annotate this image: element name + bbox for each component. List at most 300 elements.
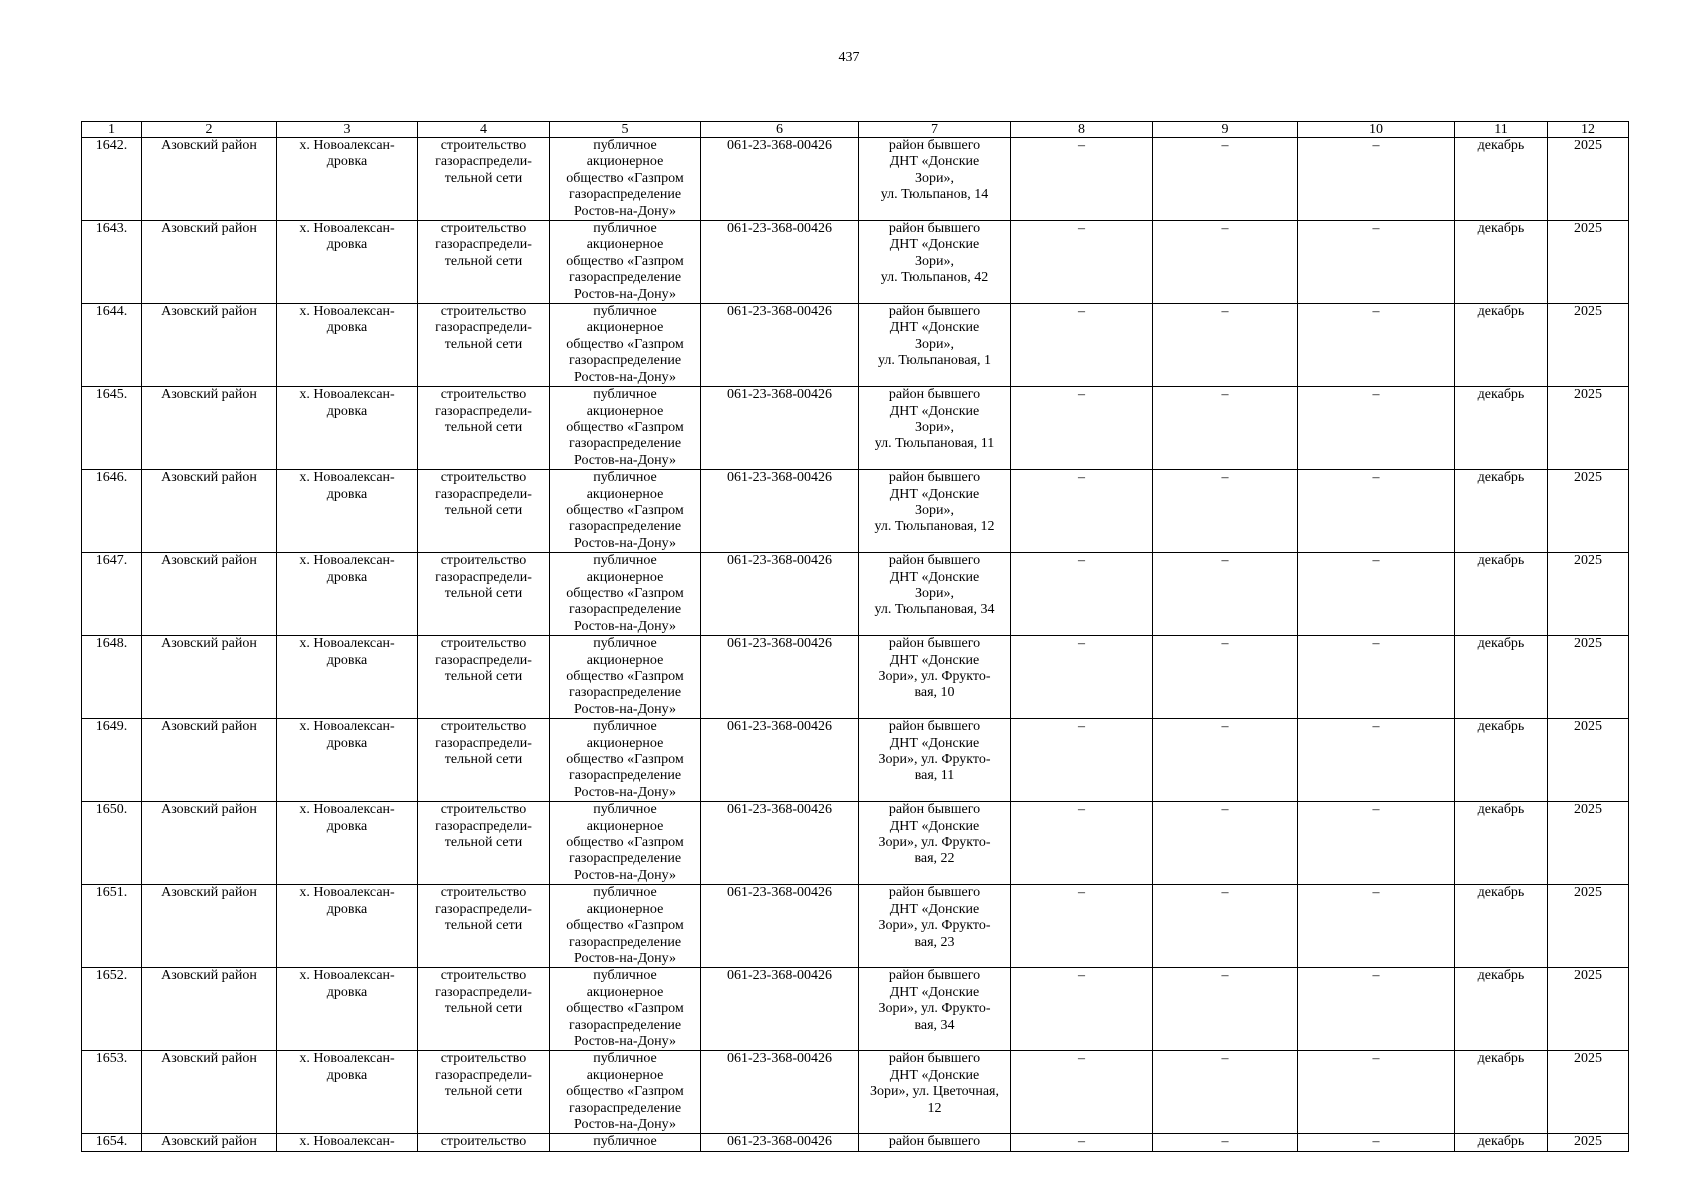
row-number-cell [82, 968, 142, 1051]
month-cell [1455, 1134, 1548, 1151]
column-9-cell [1153, 470, 1298, 553]
cell-text: Азовский район [161, 719, 257, 735]
settlement-cell [277, 968, 418, 1051]
cell-text: 1650. [95, 802, 128, 818]
column-header: 7 [859, 122, 1011, 138]
month-cell [1455, 802, 1548, 885]
cell-text: Азовский район [161, 304, 257, 320]
year-cell [1548, 719, 1629, 802]
location-cell [859, 968, 1011, 1051]
column-10-cell [1298, 221, 1455, 304]
column-10-cell [1298, 885, 1455, 968]
owner-cell [550, 553, 701, 636]
location-cell [859, 1051, 1011, 1134]
code-cell [701, 304, 859, 387]
cell-text: 1643. [95, 221, 128, 237]
owner-cell [550, 885, 701, 968]
cell-text: Азовский район [161, 968, 257, 984]
district-cell [142, 470, 277, 553]
column-9-cell [1153, 636, 1298, 719]
cell-text: строительство газораспредели- тельной сети [435, 138, 532, 186]
column-8-cell [1011, 387, 1153, 470]
district-cell [142, 553, 277, 636]
work-type-cell [418, 387, 550, 470]
location-cell [859, 719, 1011, 802]
cell-text: 061-23-368-00426 [727, 387, 832, 403]
cell-text: публичное акционерное общество «Газпром газораспределение Ростов-на-Дону» [566, 470, 684, 551]
cell-text: 2025 [1574, 885, 1602, 901]
cell-text: – [1221, 1051, 1229, 1067]
cell-text: Азовский район [161, 470, 257, 486]
cell-text: декабрь [1477, 636, 1525, 652]
cell-text: район бывшего ДНТ «Донские Зори», ул. Фрукто- вая, 23 [878, 885, 991, 950]
cell-text: х. Новоалексан- дровка [299, 221, 395, 253]
year-cell [1548, 138, 1629, 221]
column-10-cell [1298, 802, 1455, 885]
cell-text: 1645. [95, 387, 128, 403]
owner-cell [550, 221, 701, 304]
owner-cell [550, 387, 701, 470]
code-cell [701, 719, 859, 802]
column-8-cell [1011, 719, 1153, 802]
cell-text: – [1372, 387, 1380, 403]
cell-text: район бывшего ДНТ «Донские Зори», ул. Тюльпановая, 11 [874, 387, 995, 452]
code-cell [701, 221, 859, 304]
district-cell [142, 138, 277, 221]
column-9-cell [1153, 304, 1298, 387]
district-cell [142, 885, 277, 968]
year-cell [1548, 553, 1629, 636]
cell-text: 1651. [95, 885, 128, 901]
column-9-cell [1153, 802, 1298, 885]
cell-text: 061-23-368-00426 [727, 636, 832, 652]
cell-text: декабрь [1477, 304, 1525, 320]
row-number-cell [82, 885, 142, 968]
location-cell [859, 470, 1011, 553]
cell-text: Азовский район [161, 885, 257, 901]
table-row [82, 636, 1629, 719]
column-8-cell [1011, 1134, 1153, 1151]
cell-text: район бывшего ДНТ «Донские Зори», ул. Тюльпановая, 12 [874, 470, 995, 535]
cell-text: – [1221, 802, 1229, 818]
cell-text: Азовский район [161, 553, 257, 569]
cell-text: х. Новоалексан- дровка [299, 553, 395, 585]
cell-text: 061-23-368-00426 [727, 885, 832, 901]
cell-text: район бывшего [888, 1134, 981, 1150]
month-cell [1455, 553, 1548, 636]
owner-cell [550, 719, 701, 802]
cell-text: декабрь [1477, 719, 1525, 735]
cell-text: х. Новоалексан- дровка [299, 304, 395, 336]
cell-text: строительство газораспредели- тельной сети [435, 636, 532, 684]
work-type-cell [418, 885, 550, 968]
row-number-cell [82, 553, 142, 636]
month-cell [1455, 1051, 1548, 1134]
cell-text: х. Новоалексан- дровка [299, 885, 395, 917]
cell-text: Азовский район [161, 1051, 257, 1067]
cell-text: 061-23-368-00426 [727, 802, 832, 818]
cell-text: 2025 [1574, 719, 1602, 735]
settlement-cell [277, 719, 418, 802]
owner-cell [550, 968, 701, 1051]
cell-text: 2025 [1574, 636, 1602, 652]
year-cell [1548, 885, 1629, 968]
column-9-cell [1153, 968, 1298, 1051]
code-cell [701, 636, 859, 719]
cell-text: 1644. [95, 304, 128, 320]
cell-text: публичное [593, 1134, 657, 1150]
work-type-cell [418, 221, 550, 304]
column-10-cell [1298, 387, 1455, 470]
row-number-cell [82, 221, 142, 304]
cell-text: 061-23-368-00426 [727, 138, 832, 153]
cell-text: – [1221, 553, 1229, 569]
settlement-cell [277, 1051, 418, 1134]
cell-text: публичное акционерное общество «Газпром газораспределение Ростов-на-Дону» [566, 221, 684, 302]
column-8-cell [1011, 553, 1153, 636]
column-9-cell [1153, 1134, 1298, 1151]
work-type-cell [418, 968, 550, 1051]
column-10-cell [1298, 553, 1455, 636]
registry-table [81, 121, 1629, 1152]
cell-text: строительство [440, 1134, 527, 1150]
district-cell [142, 719, 277, 802]
work-type-cell [418, 304, 550, 387]
cell-text: 061-23-368-00426 [727, 553, 832, 569]
work-type-cell [418, 719, 550, 802]
month-cell [1455, 221, 1548, 304]
table-row [82, 221, 1629, 304]
cell-text: декабрь [1477, 221, 1525, 237]
column-8-cell [1011, 885, 1153, 968]
cell-text: публичное акционерное общество «Газпром газораспределение Ростов-на-Дону» [566, 387, 684, 468]
column-header: 3 [277, 122, 418, 138]
cell-text: район бывшего ДНТ «Донские Зори», ул. Тюльпанов, 14 [880, 138, 989, 203]
cell-text: декабрь [1477, 885, 1525, 901]
month-cell [1455, 719, 1548, 802]
column-10-cell [1298, 968, 1455, 1051]
cell-text: район бывшего ДНТ «Донские Зори», ул. Цветочная, 12 [870, 1051, 999, 1116]
owner-cell [550, 1134, 701, 1151]
table-row [82, 802, 1629, 885]
location-cell [859, 387, 1011, 470]
row-number-cell [82, 802, 142, 885]
month-cell [1455, 387, 1548, 470]
cell-text: Азовский район [161, 387, 257, 403]
cell-text: – [1078, 138, 1085, 153]
work-type-cell [418, 553, 550, 636]
cell-text: 2025 [1574, 802, 1602, 818]
cell-text: 2025 [1574, 553, 1602, 569]
cell-text: – [1221, 304, 1229, 320]
cell-text: – [1372, 885, 1380, 901]
settlement-cell [277, 470, 418, 553]
cell-text: х. Новоалексан- дровка [299, 138, 395, 170]
cell-text: строительство газораспредели- тельной сети [435, 553, 532, 601]
cell-text: – [1078, 1051, 1085, 1067]
code-cell [701, 1051, 859, 1134]
year-cell [1548, 802, 1629, 885]
cell-text: 1648. [95, 636, 128, 652]
month-cell [1455, 968, 1548, 1051]
owner-cell [550, 304, 701, 387]
month-cell [1455, 636, 1548, 719]
table-row [82, 138, 1629, 221]
table-row [82, 1134, 1629, 1151]
code-cell [701, 802, 859, 885]
settlement-cell [277, 885, 418, 968]
cell-text: х. Новоалексан- [299, 1134, 395, 1150]
row-number-cell [82, 636, 142, 719]
year-cell [1548, 387, 1629, 470]
cell-text: район бывшего ДНТ «Донские Зори», ул. Фрукто- вая, 10 [878, 636, 991, 701]
cell-text: 061-23-368-00426 [727, 1134, 832, 1150]
code-cell [701, 553, 859, 636]
district-cell [142, 387, 277, 470]
cell-text: декабрь [1477, 1051, 1525, 1067]
year-cell [1548, 1051, 1629, 1134]
table-row [82, 553, 1629, 636]
cell-text: район бывшего ДНТ «Донские Зори», ул. Фрукто- вая, 11 [878, 719, 991, 784]
table-row [82, 304, 1629, 387]
column-header: 12 [1548, 122, 1629, 138]
cell-text: строительство газораспредели- тельной сети [435, 802, 532, 851]
cell-text: х. Новоалексан- дровка [299, 470, 395, 502]
cell-text: Азовский район [161, 802, 257, 818]
month-cell [1455, 885, 1548, 968]
table-row [82, 885, 1629, 968]
owner-cell [550, 636, 701, 719]
code-cell [701, 138, 859, 221]
cell-text: строительство газораспредели- тельной сети [435, 387, 532, 435]
cell-text: декабрь [1477, 802, 1525, 818]
cell-text: – [1372, 138, 1380, 153]
year-cell [1548, 636, 1629, 719]
year-cell [1548, 968, 1629, 1051]
column-8-cell [1011, 1051, 1153, 1134]
district-cell [142, 802, 277, 885]
row-number-cell [82, 1134, 142, 1151]
column-10-cell [1298, 719, 1455, 802]
location-cell [859, 138, 1011, 221]
column-header: 4 [418, 122, 550, 138]
cell-text: 1647. [95, 553, 128, 569]
location-cell [859, 304, 1011, 387]
column-8-cell [1011, 968, 1153, 1051]
district-cell [142, 968, 277, 1051]
year-cell [1548, 304, 1629, 387]
cell-text: х. Новоалексан- дровка [299, 1051, 395, 1083]
cell-text: строительство газораспредели- тельной сети [435, 304, 532, 352]
cell-text: район бывшего ДНТ «Донские Зори», ул. Тюльпановая, 1 [878, 304, 991, 369]
column-10-cell [1298, 470, 1455, 553]
cell-text: публичное акционерное общество «Газпром газораспределение Ростов-на-Дону» [566, 553, 684, 634]
cell-text: 2025 [1574, 968, 1602, 984]
cell-text: публичное акционерное общество «Газпром газораспределение Ростов-на-Дону» [566, 885, 684, 966]
row-number-cell [82, 719, 142, 802]
cell-text: 061-23-368-00426 [727, 221, 832, 237]
cell-text: строительство газораспредели- тельной сети [435, 470, 532, 518]
row-number-cell [82, 138, 142, 221]
district-cell [142, 1134, 277, 1151]
cell-text: 1653. [95, 1051, 128, 1067]
table-row [82, 1051, 1629, 1134]
cell-text: 2025 [1574, 470, 1602, 486]
cell-text: публичное акционерное общество «Газпром газораспределение Ростов-на-Дону» [566, 968, 684, 1049]
column-9-cell [1153, 1051, 1298, 1134]
cell-text: – [1221, 221, 1229, 237]
column-9-cell [1153, 138, 1298, 221]
cell-text: – [1221, 636, 1229, 652]
column-header: 2 [142, 122, 277, 138]
settlement-cell [277, 221, 418, 304]
cell-text: – [1221, 719, 1229, 735]
column-header: 8 [1011, 122, 1153, 138]
location-cell [859, 636, 1011, 719]
district-cell [142, 1051, 277, 1134]
column-9-cell [1153, 387, 1298, 470]
month-cell [1455, 470, 1548, 553]
cell-text: строительство газораспредели- тельной сети [435, 719, 532, 768]
work-type-cell [418, 802, 550, 885]
cell-text: – [1372, 719, 1380, 735]
cell-text: публичное акционерное общество «Газпром газораспределение Ростов-на-Дону» [566, 802, 684, 883]
settlement-cell [277, 304, 418, 387]
cell-text: х. Новоалексан- дровка [299, 968, 395, 1000]
column-9-cell [1153, 719, 1298, 802]
column-8-cell [1011, 470, 1153, 553]
cell-text: – [1372, 1134, 1380, 1150]
code-cell [701, 1134, 859, 1151]
cell-text: – [1372, 1051, 1380, 1067]
settlement-cell [277, 387, 418, 470]
settlement-cell [277, 553, 418, 636]
work-type-cell [418, 138, 550, 221]
cell-text: – [1078, 802, 1085, 818]
column-8-cell [1011, 802, 1153, 885]
cell-text: Азовский район [161, 636, 257, 652]
cell-text: район бывшего ДНТ «Донские Зори», ул. Фрукто- вая, 34 [878, 968, 991, 1033]
cell-text: публичное акционерное общество «Газпром газораспределение Ростов-на-Дону» [566, 304, 684, 385]
cell-text: – [1078, 636, 1085, 652]
cell-text: публичное акционерное общество «Газпром газораспределение Ростов-на-Дону» [566, 1051, 684, 1132]
cell-text: декабрь [1477, 968, 1525, 984]
owner-cell [550, 138, 701, 221]
cell-text: 2025 [1574, 221, 1602, 237]
cell-text: 1649. [95, 719, 128, 735]
cell-text: 1654. [95, 1134, 128, 1150]
settlement-cell [277, 636, 418, 719]
cell-text: район бывшего ДНТ «Донские Зори», ул. Тюльпановая, 34 [874, 553, 995, 618]
cell-text: строительство газораспредели- тельной сети [435, 968, 532, 1017]
cell-text: публичное акционерное общество «Газпром газораспределение Ростов-на-Дону» [566, 636, 684, 717]
cell-text: Азовский район [161, 1134, 257, 1150]
year-cell [1548, 221, 1629, 304]
district-cell [142, 304, 277, 387]
cell-text: декабрь [1477, 1134, 1525, 1150]
column-10-cell [1298, 1134, 1455, 1151]
work-type-cell [418, 1134, 550, 1151]
cell-text: 1652. [95, 968, 128, 984]
cell-text: – [1078, 719, 1085, 735]
column-header: 1 [82, 122, 142, 138]
table-row [82, 387, 1629, 470]
district-cell [142, 221, 277, 304]
code-cell [701, 885, 859, 968]
column-8-cell [1011, 636, 1153, 719]
cell-text: – [1372, 221, 1380, 237]
column-header: 11 [1455, 122, 1548, 138]
code-cell [701, 968, 859, 1051]
column-header: 9 [1153, 122, 1298, 138]
cell-text: – [1078, 470, 1085, 486]
cell-text: 061-23-368-00426 [727, 719, 832, 735]
location-cell [859, 221, 1011, 304]
column-header: 5 [550, 122, 701, 138]
cell-text: – [1078, 968, 1085, 984]
table-body [82, 138, 1629, 1152]
year-cell [1548, 470, 1629, 553]
column-9-cell [1153, 553, 1298, 636]
cell-text: публичное акционерное общество «Газпром газораспределение Ростов-на-Дону» [566, 138, 684, 219]
location-cell [859, 802, 1011, 885]
cell-text: строительство газораспредели- тельной сети [435, 1051, 532, 1100]
column-header: 10 [1298, 122, 1455, 138]
cell-text: 1646. [95, 470, 128, 486]
cell-text: район бывшего ДНТ «Донские Зори», ул. Фрукто- вая, 22 [878, 802, 991, 867]
cell-text: 061-23-368-00426 [727, 1051, 832, 1067]
cell-text: 1642. [95, 138, 128, 153]
owner-cell [550, 470, 701, 553]
year-cell [1548, 1134, 1629, 1151]
settlement-cell [277, 138, 418, 221]
cell-text: – [1221, 470, 1229, 486]
owner-cell [550, 802, 701, 885]
row-number-cell [82, 1051, 142, 1134]
table-row [82, 470, 1629, 553]
cell-text: 2025 [1574, 138, 1602, 153]
table-row [82, 968, 1629, 1051]
cell-text: – [1078, 553, 1085, 569]
cell-text: – [1078, 304, 1085, 320]
row-number-cell [82, 387, 142, 470]
cell-text: – [1221, 387, 1229, 403]
column-header: 6 [701, 122, 859, 138]
column-10-cell [1298, 1051, 1455, 1134]
cell-text: Азовский район [161, 138, 257, 153]
cell-text: – [1078, 885, 1085, 901]
cell-text: 061-23-368-00426 [727, 470, 832, 486]
cell-text: – [1221, 138, 1229, 153]
work-type-cell [418, 470, 550, 553]
cell-text: 061-23-368-00426 [727, 968, 832, 984]
cell-text: – [1221, 885, 1229, 901]
column-10-cell [1298, 636, 1455, 719]
cell-text: Азовский район [161, 221, 257, 237]
work-type-cell [418, 1051, 550, 1134]
cell-text: – [1078, 387, 1085, 403]
cell-text: 061-23-368-00426 [727, 304, 832, 320]
cell-text: х. Новоалексан- дровка [299, 719, 395, 751]
location-cell [859, 553, 1011, 636]
column-9-cell [1153, 221, 1298, 304]
row-number-cell [82, 304, 142, 387]
cell-text: – [1372, 636, 1380, 652]
cell-text: – [1372, 968, 1380, 984]
cell-text: х. Новоалексан- дровка [299, 802, 395, 834]
cell-text: декабрь [1477, 138, 1525, 153]
cell-text: – [1372, 304, 1380, 320]
